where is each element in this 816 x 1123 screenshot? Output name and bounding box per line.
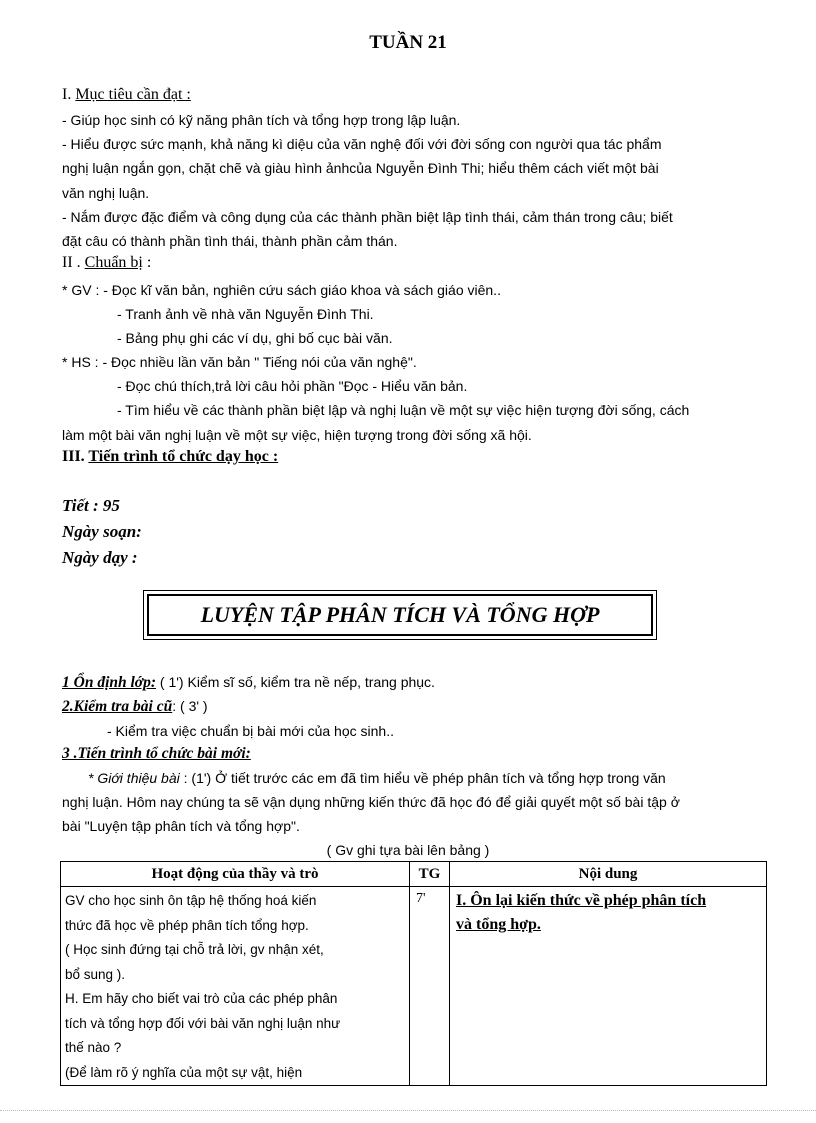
header-activity: Hoạt động của thầy và trò <box>61 862 410 887</box>
step1-text: ( 1') Kiểm sĩ số, kiểm tra nề nếp, trang phục. <box>156 674 435 690</box>
section3-heading-text: Tiến trình tổ chức dạy học : <box>88 448 279 465</box>
intro-line: nghị luận. Hôm nay chúng ta sẽ vận dụng những kiến thức đã học đó để giải quyết một số bài tập ở <box>62 794 680 810</box>
lesson-period: Tiết : 95 <box>62 496 120 515</box>
activity-line: GV cho học sinh ôn tập hệ thống hoá kiến <box>65 893 317 908</box>
table-header-row <box>61 862 767 887</box>
section2-heading-text: Chuẩn bị <box>84 254 143 271</box>
intro-text: : (1') Ở tiết trước các em đã tìm hiểu về phép phân tích và tổng hợp trong văn <box>179 770 666 786</box>
section1-line: - Nắm được đặc điểm và công dụng của các thành phần biệt lập tình thái, cảm thán trong câu; biết <box>62 209 673 225</box>
activity-line: thế nào ? <box>65 1040 122 1055</box>
section2-line: - Tìm hiểu về các thành phần biệt lập và nghị luận về một sự việc hiện tượng đời sống, cách <box>117 402 690 418</box>
board-note: ( Gv ghi tựa bài lên bảng ) <box>326 842 490 858</box>
activity-line: thức đã học về phép phân tích tổng hợp. <box>65 917 309 933</box>
section2-heading-tail: : <box>142 254 152 271</box>
intro-line <box>88 768 666 789</box>
time-cell: 7' <box>410 887 450 1086</box>
content-line: I. Ôn lại kiến thức về phép phân tích <box>456 892 707 909</box>
section1-line: - Hiểu được sức mạnh, khả năng kì diệu của văn nghệ đối với đời sống con người qua tác phẩm <box>62 136 662 152</box>
activity-line: bổ sung ). <box>65 966 126 982</box>
activity-line: ( Học sinh đứng tại chỗ trả lời, gv nhận xét, <box>65 942 324 957</box>
lesson-plan-table <box>60 861 767 1086</box>
section1-line: nghị luận ngắn gọn, chặt chẽ và giàu hình ảnhcủa Nguyễn Đình Thi; hiểu thêm cách viết một bài <box>62 160 659 176</box>
section1-line: - Giúp học sinh có kỹ năng phân tích và tổng hợp trong lập luận. <box>62 112 461 128</box>
section2-line: - Bảng phụ ghi các ví dụ, ghi bố cục bài văn. <box>117 330 393 346</box>
section1-heading-text: Mục tiêu cần đạt : <box>75 86 191 103</box>
step1-label: 1 Ổn định lớp: <box>62 674 157 691</box>
step2-label: 2.Kiểm tra bài cũ <box>62 698 173 715</box>
section2-line: * GV : - Đọc kĩ văn bản, nghiên cứu sách giáo khoa và sách giáo viên.. <box>62 282 501 298</box>
lesson-prepared-date: Ngày soạn: <box>62 522 142 541</box>
step2 <box>62 696 208 717</box>
step2-text: : ( 3' ) <box>172 698 208 714</box>
activity-line: H. Em hãy cho biết vai trò của các phép phân <box>65 991 338 1006</box>
step1 <box>62 672 435 693</box>
header-content: Nội dung <box>450 862 767 887</box>
section3-heading <box>62 448 278 466</box>
section2-heading-num: II . <box>62 254 85 271</box>
section2-line: làm một bài văn nghị luận về một sự việc, hiện tượng trong đời sống xã hội. <box>62 427 532 443</box>
content-cell <box>450 887 767 1086</box>
step2-detail: - Kiểm tra việc chuẩn bị bài mới của học sinh.. <box>107 723 394 739</box>
page-bottom-divider <box>0 1110 816 1112</box>
section1-line: đặt câu có thành phần tình thái, thành phần cảm thán. <box>62 233 398 249</box>
lesson-teaching-date: Ngày dạy : <box>62 548 138 567</box>
content-line: và tổng hợp. <box>456 916 541 933</box>
intro-label: * Giới thiệu bài <box>88 770 180 786</box>
week-title: TUẦN 21 <box>369 32 447 53</box>
section1-line: văn nghị luận. <box>62 185 150 201</box>
section2-line: - Tranh ảnh về nhà văn Nguyễn Đình Thi. <box>117 306 374 322</box>
section1-heading-num: I. <box>62 86 76 103</box>
section3-heading-num: III. <box>62 448 89 465</box>
activity-line: (Để làm rõ ý nghĩa của một sự vật, hiện <box>65 1064 303 1080</box>
section1-heading <box>62 86 191 104</box>
section2-line: * HS : - Đọc nhiều lần văn bản " Tiếng nói của văn nghệ". <box>62 354 417 370</box>
header-time: TG <box>410 862 450 887</box>
activity-line: tích và tổng hợp đối với bài văn nghị luận như <box>65 1015 341 1031</box>
section2-line: - Đọc chú thích,trả lời câu hỏi phần "Đọc - Hiểu văn bản. <box>117 378 468 394</box>
step3 <box>62 744 251 764</box>
intro-line: bài "Luyện tập phân tích và tổng hợp". <box>62 818 300 834</box>
step3-label: 3 .Tiến trình tổ chức bài mới: <box>62 745 251 762</box>
table-row <box>61 887 767 1086</box>
section2-heading <box>62 254 151 272</box>
activity-cell <box>61 887 410 1086</box>
lesson-title-box <box>143 590 657 640</box>
lesson-title: LUYỆN TẬP PHÂN TÍCH VÀ TỔNG HỢP <box>147 594 653 636</box>
